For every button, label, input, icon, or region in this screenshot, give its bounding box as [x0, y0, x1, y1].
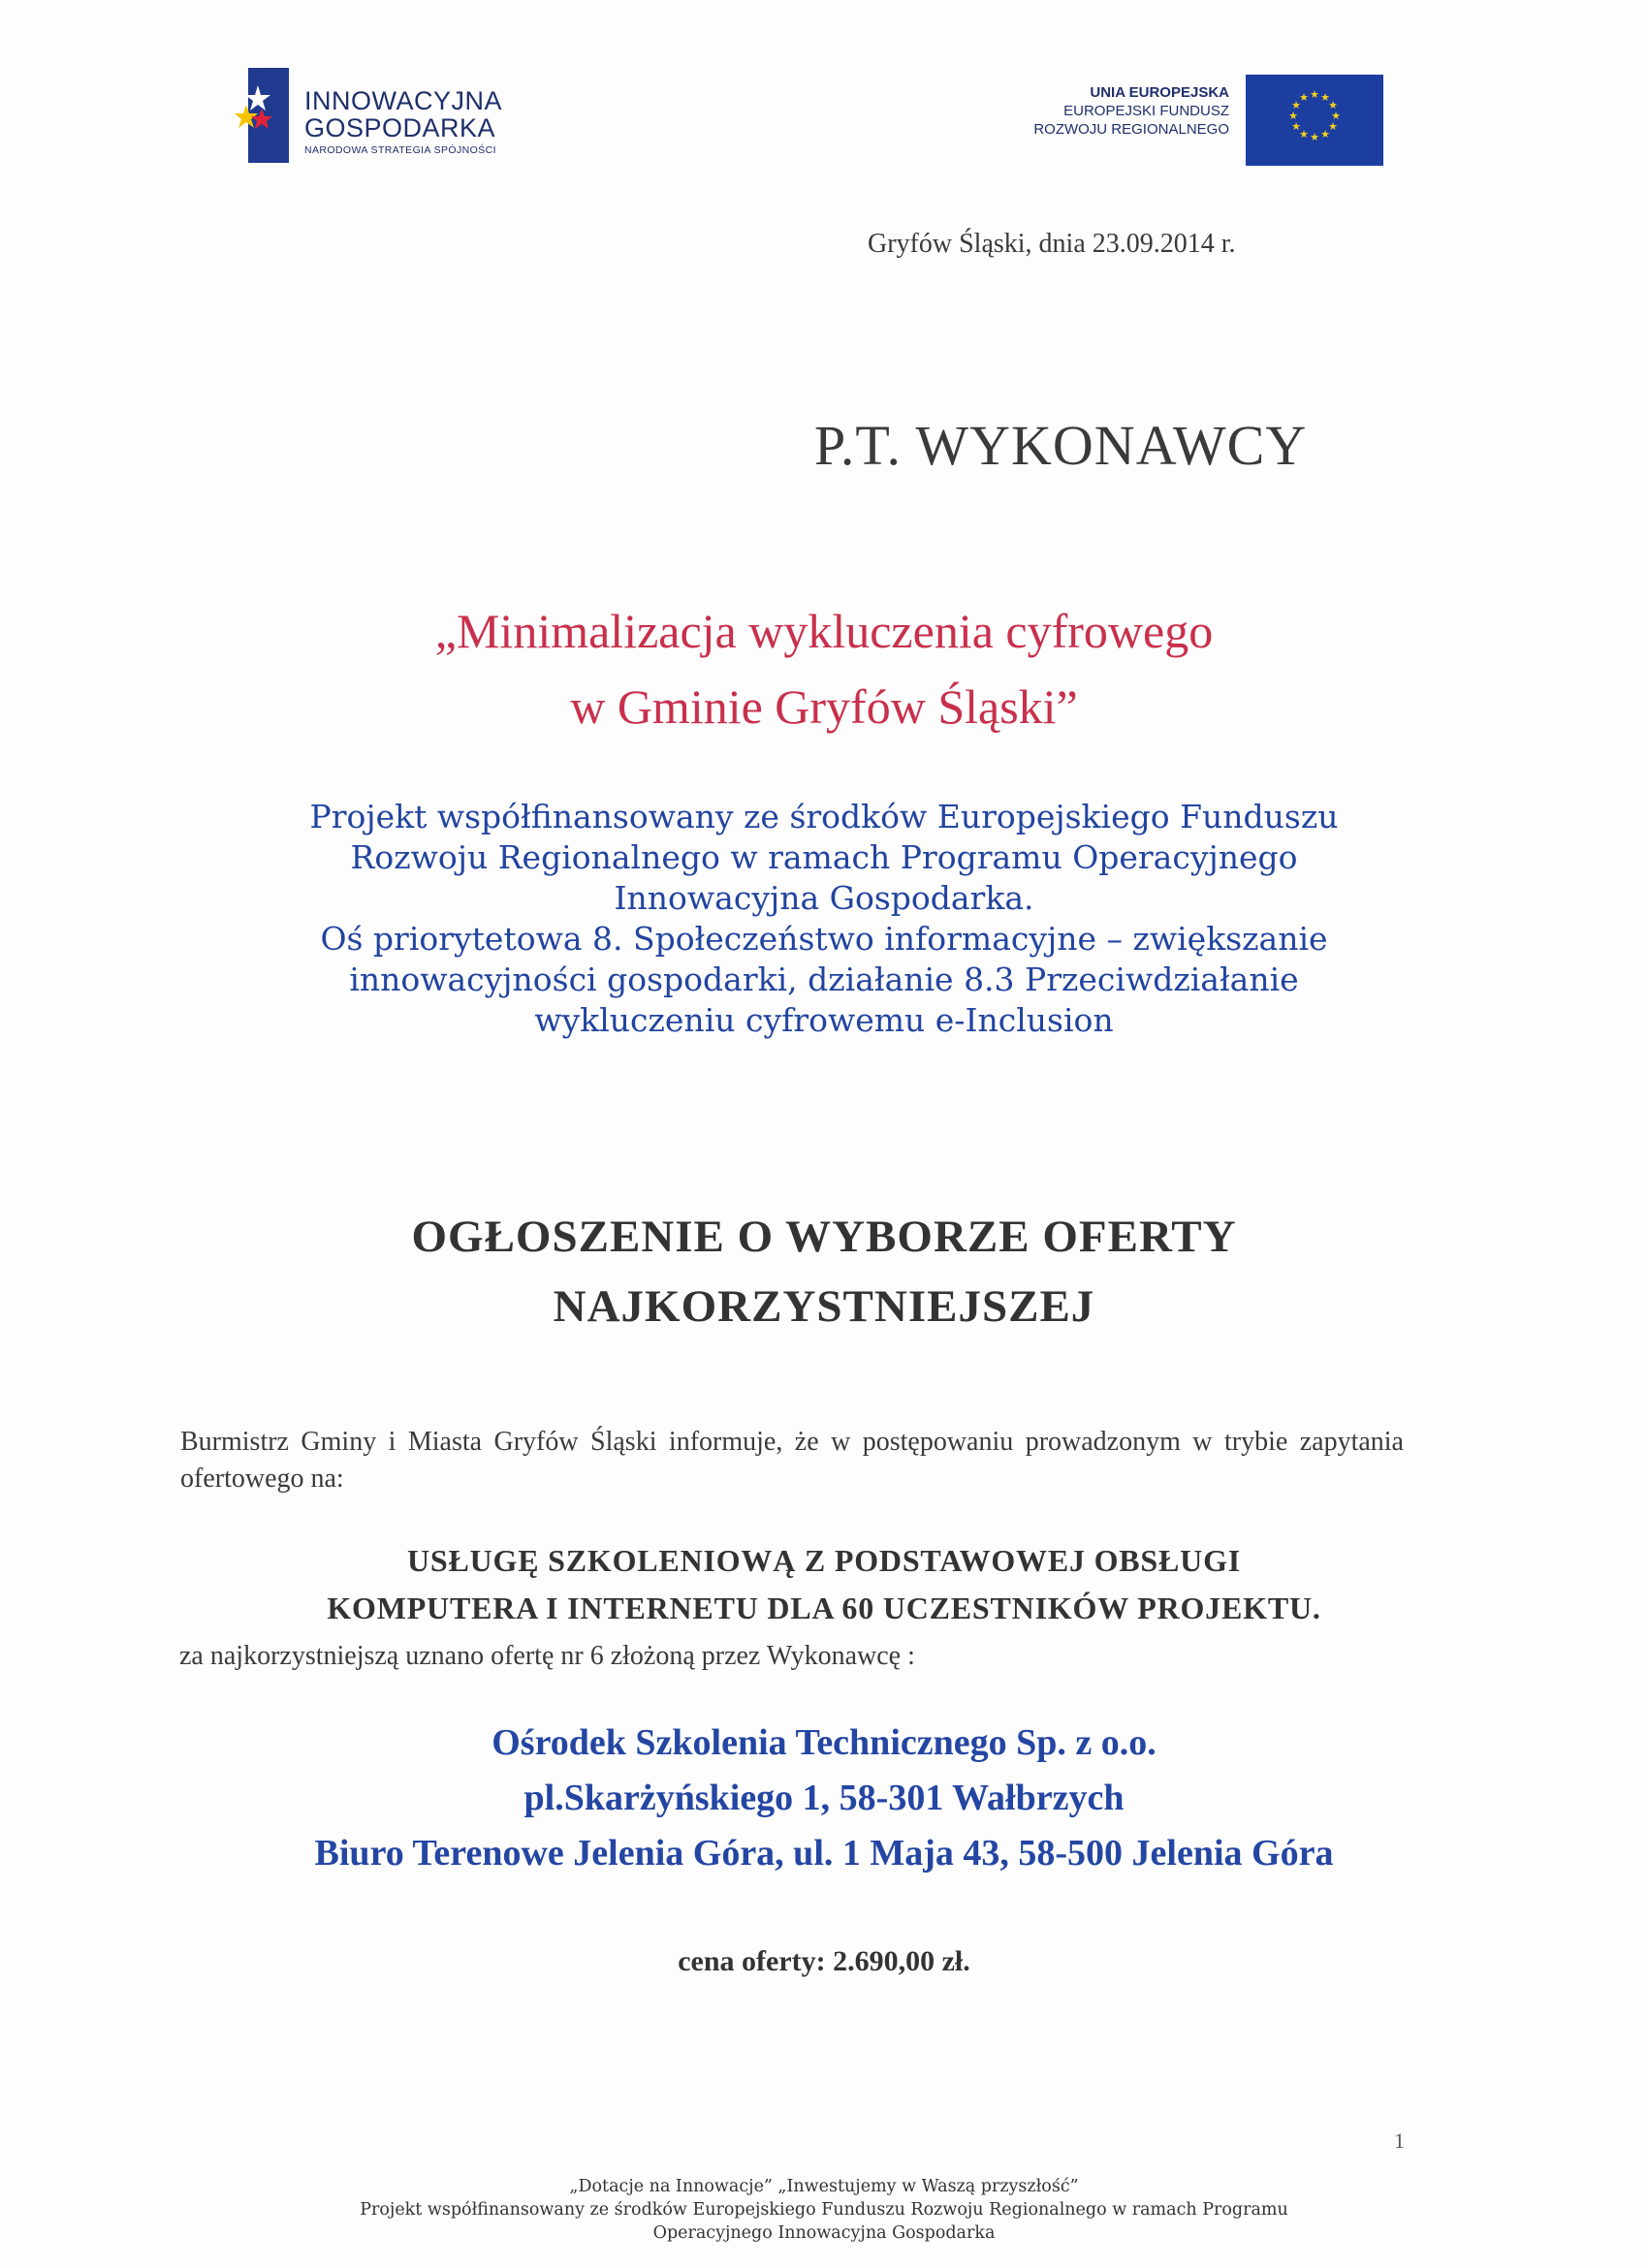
svg-text:★: ★ [1299, 91, 1309, 104]
project-title-line-2: w Gminie Gryfów Śląski” [570, 679, 1078, 734]
eu-flag-icon [1246, 75, 1383, 166]
page-number: 1 [1394, 2128, 1405, 2153]
date-line: Gryfów Śląski, dnia 23.09.2014 r. [868, 229, 1236, 259]
logo-line-2: GOSPODARKA [304, 113, 496, 142]
footer-line-3: Operacyjnego Innowacyjna Gospodarka [652, 2223, 996, 2243]
svg-text:★: ★ [1320, 91, 1330, 104]
cofinancing-line-2: Rozwoju Regionalnego w ramach Programu Operacyjnego [350, 838, 1298, 876]
logo-line-3: NARODOWA STRATEGIA SPÓJNOŚCI [304, 144, 496, 156]
winning-contractor [145, 1716, 1503, 1881]
svg-text:★: ★ [1291, 99, 1301, 111]
logo-line-1: INNOWACYJNA [304, 86, 503, 115]
svg-text:★: ★ [1320, 128, 1330, 141]
intro-paragraph: Burmistrz Gminy i Miasta Gryfów Śląski informuje, że w postępowaniu prowadzonym w trybie zapytania ofertowego na: [180, 1427, 1404, 1494]
announcement-heading [145, 1202, 1503, 1341]
offer-price: cena oferty: 2.690,00 zł. [678, 1945, 970, 1977]
cofinancing-line-5: innowacyjności gospodarki, działanie 8.3 Przeciwdziałanie [349, 961, 1299, 998]
svg-text:★: ★ [1291, 120, 1301, 133]
svg-text:★: ★ [1328, 120, 1338, 133]
innowacyjna-gospodarka-emblem-icon [233, 68, 289, 163]
eu-line-2: EUROPEJSKI FUNDUSZ [1063, 103, 1229, 119]
service-line-2: KOMPUTERA I INTERNETU DLA 60 UCZESTNIKÓW PROJEKTU. [327, 1591, 1321, 1625]
svg-text:★: ★ [1331, 110, 1341, 122]
svg-text:★: ★ [1310, 131, 1319, 143]
eu-line-3: ROZWOJU REGIONALNEGO [1033, 121, 1229, 138]
cofinancing-line-4: Oś priorytetowa 8. Społeczeństwo informacyjne – zwiększanie [320, 920, 1328, 958]
cofinancing-line-3: Innowacyjna Gospodarka. [614, 879, 1034, 917]
innowacyjna-gospodarka-text [304, 87, 502, 159]
winner-line-1: Ośrodek Szkolenia Technicznego Sp. z o.o. [491, 1722, 1157, 1763]
svg-text:★: ★ [1299, 128, 1309, 141]
svg-text:★: ★ [1310, 88, 1319, 101]
winner-line-2: pl.Skarżyńskiego 1, 58-301 Wałbrzych [523, 1778, 1125, 1818]
page-footer [145, 2175, 1503, 2245]
svg-text:★: ★ [1328, 99, 1338, 111]
footer-line-1: „Dotacje na Innowacje” „Inwestujemy w Waszą przyszłość” [569, 2177, 1079, 2196]
service-line-1: USŁUGĘ SZKOLENIOWĄ Z PODSTAWOWEJ OBSŁUGI [406, 1543, 1242, 1578]
winner-line-3: Biuro Terenowe Jelenia Góra, ul. 1 Maja 43, 58-500 Jelenia Góra [314, 1833, 1334, 1874]
eu-line-1: UNIA EUROPEJSKA [1090, 84, 1229, 101]
addressee-heading: P.T. WYKONAWCY [814, 414, 1308, 477]
svg-text:★: ★ [1288, 110, 1298, 122]
cofinancing-line-1: Projekt współfinansowany ze środków Europejskiego Funduszu [309, 798, 1339, 835]
project-title-line-1: „Minimalizacja wykluczenia cyfrowego [434, 604, 1214, 658]
announcement-line-2: NAJKORZYSTNIEJSZEJ [553, 1281, 1095, 1332]
eu-logo-text [909, 83, 1229, 139]
service-description [145, 1537, 1503, 1632]
cofinancing-line-6: wykluczeniu cyfrowemu e-Inclusion [534, 1001, 1114, 1039]
award-sentence: za najkorzystniejszą uznano ofertę nr 6 złożoną przez Wykonawcę : [179, 1641, 915, 1671]
announcement-line-1: OGŁOSZENIE O WYBORZE OFERTY [411, 1212, 1237, 1262]
cofinancing-statement [145, 797, 1503, 1041]
footer-line-2: Projekt współfinansowany ze środków Europejskiego Funduszu Rozwoju Regionalnego w ramach Programu [360, 2200, 1288, 2220]
innowacyjna-gospodarka-logo [233, 68, 553, 165]
project-title [145, 593, 1503, 744]
